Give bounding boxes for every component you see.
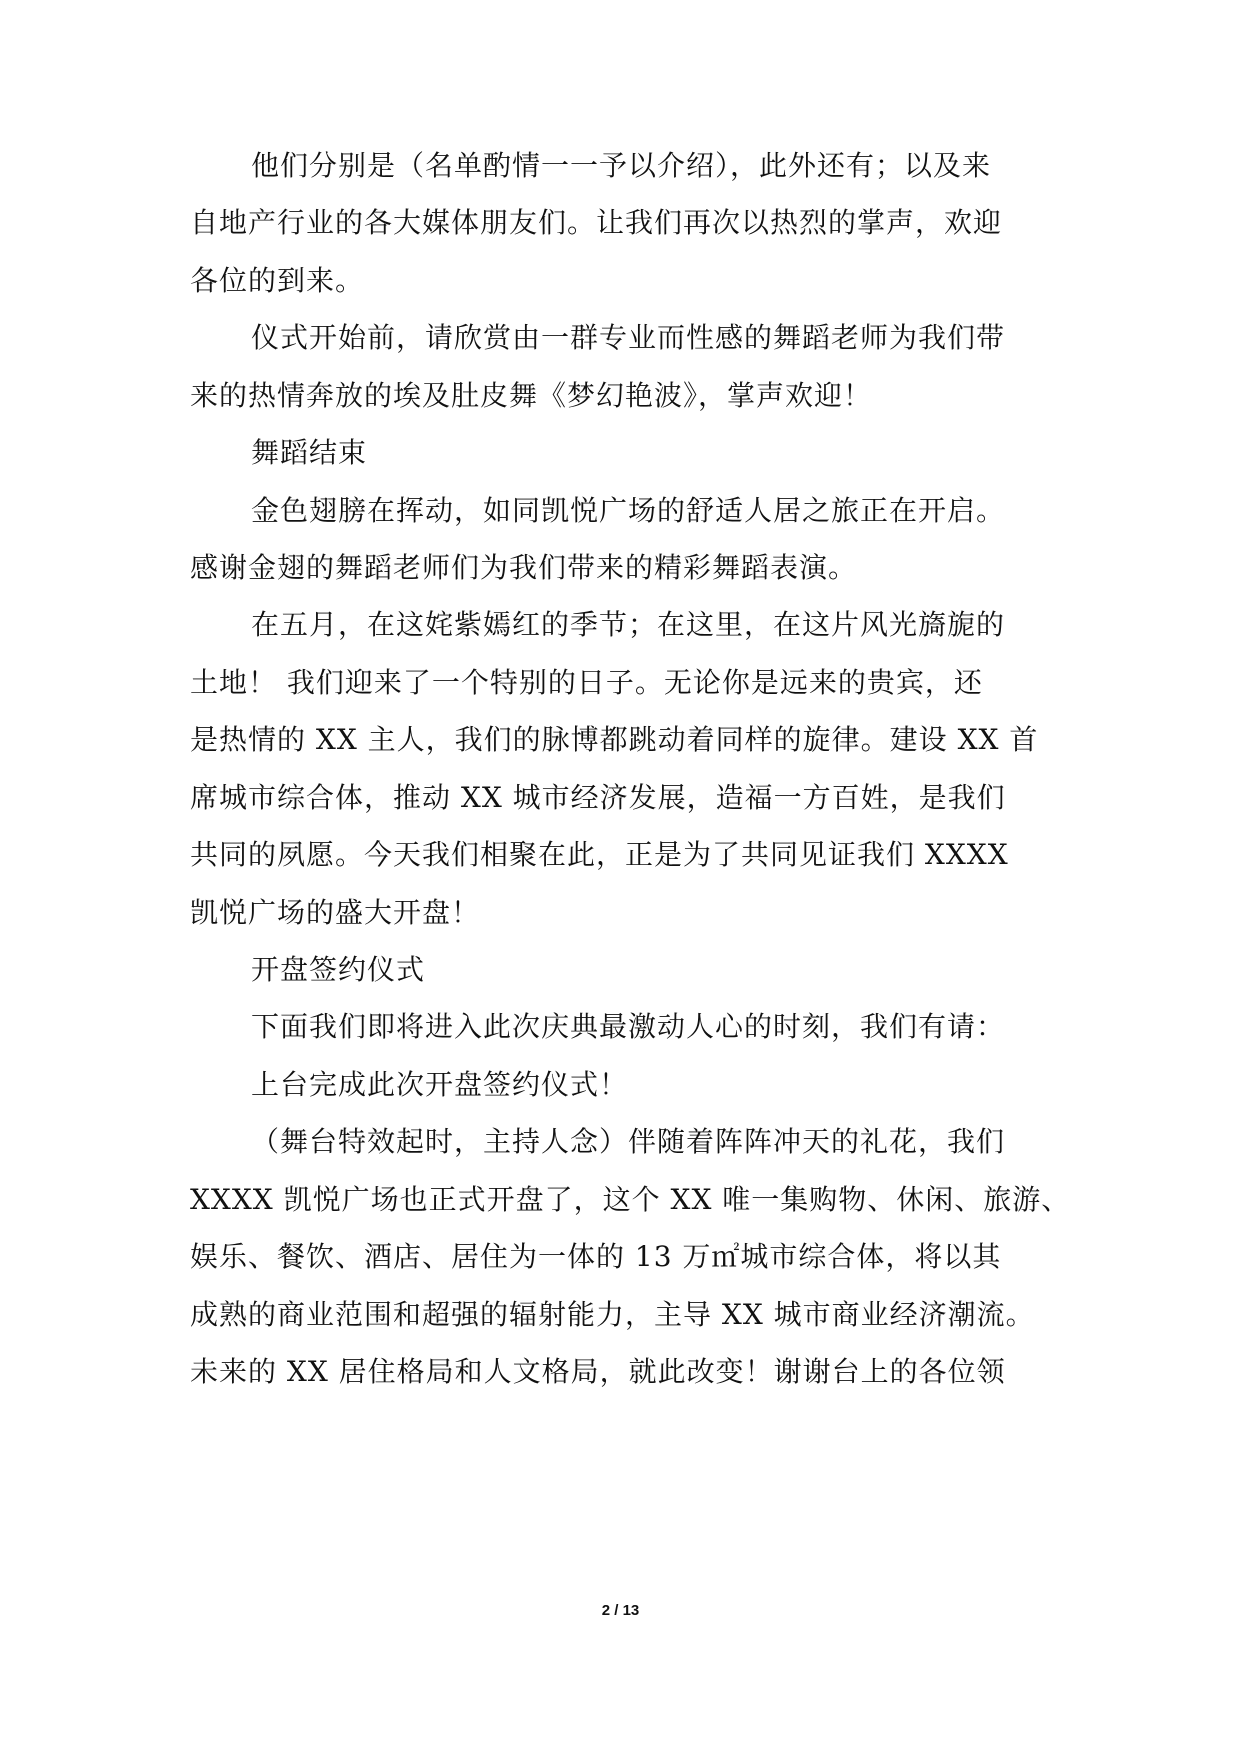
text-line: 自地产行业的各大媒体朋友们。让我们再次以热烈的掌声，欢迎 <box>190 206 1003 239</box>
section-heading: 舞蹈结束 <box>251 436 368 469</box>
page-number: 2 / 13 <box>601 1602 640 1619</box>
section-heading: 开盘签约仪式 <box>251 953 426 986</box>
text-line: 感谢金翅的舞蹈老师们为我们带来的精彩舞蹈表演。 <box>190 551 858 584</box>
text-line: 他们分别是（名单酌情一一予以介绍），此外还有；以及来 <box>251 149 992 182</box>
text-line: （舞台特效起时，主持人念）伴随着阵阵冲天的礼花，我们 <box>251 1125 1006 1158</box>
text-line: 是热情的 XX 主人，我们的脉博都跳动着同样的旋律。建设 XX 首 <box>190 723 1039 756</box>
text-line: 金色翅膀在挥动，如同凯悦广场的舒适人居之旅正在开启。 <box>251 494 1006 527</box>
text-line: 共同的夙愿。今天我们相聚在此，正是为了共同见证我们 XXXX <box>190 838 1009 871</box>
text-line: XXXX 凯悦广场也正式开盘了，这个 XX 唯一集购物、休闲、旅游、 <box>190 1183 1071 1216</box>
text-line: 成熟的商业范围和超强的辐射能力，主导 XX 城市商业经济潮流。 <box>190 1298 1035 1331</box>
text-line: 下面我们即将进入此次庆典最激动人心的时刻，我们有请： <box>251 1010 1006 1043</box>
text-line: 仪式开始前，请欣赏由一群专业而性感的舞蹈老师为我们带 <box>251 321 1006 354</box>
text-line: 娱乐、餐饮、酒店、居住为一体的 13 万㎡城市综合体，将以其 <box>190 1240 1002 1273</box>
text-line: 未来的 XX 居住格局和人文格局，就此改变！谢谢台上的各位领 <box>190 1355 1006 1388</box>
text-line: 土地！ 我们迎来了一个特别的日子。无论你是远来的贵宾，还 <box>190 666 983 699</box>
text-line: 上台完成此次开盘签约仪式！ <box>251 1068 629 1101</box>
text-line: 在五月，在这姹紫嫣红的季节；在这里，在这片风光旖旎的 <box>251 608 1006 641</box>
text-line: 来的热情奔放的埃及肚皮舞《梦幻艳波》，掌声欢迎！ <box>190 379 873 412</box>
text-line: 各位的到来。 <box>190 264 365 297</box>
text-line: 凯悦广场的盛大开盘！ <box>190 896 481 929</box>
text-line: 席城市综合体，推动 XX 城市经济发展，造福一方百姓，是我们 <box>190 781 1006 814</box>
